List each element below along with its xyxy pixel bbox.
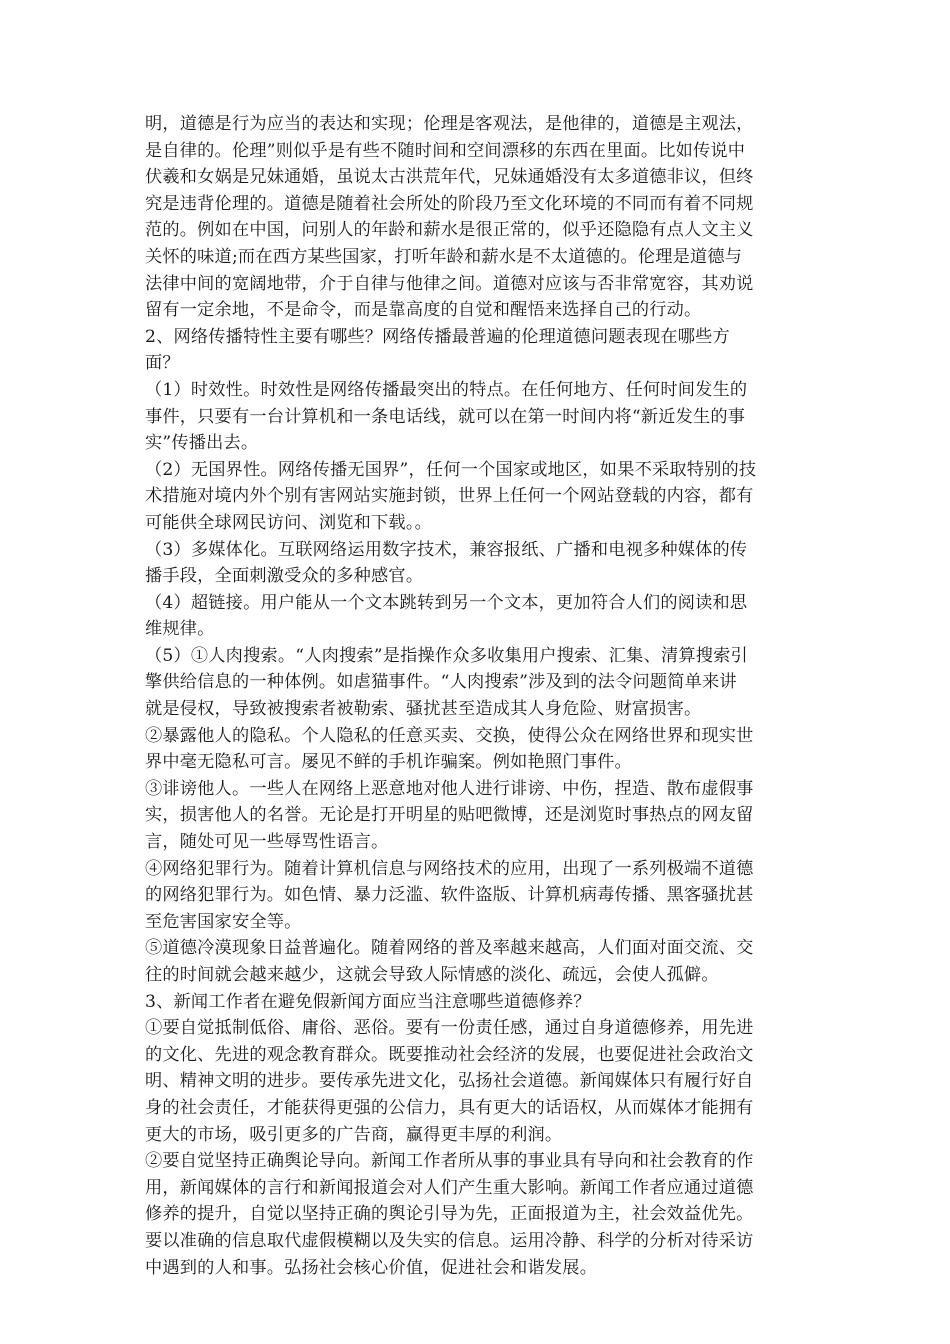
text-line: 实，损害他人的名誉。无论是打开明星的贴吧微博，还是浏览时事热点的网友留	[145, 805, 754, 826]
text-line: 要以准确的信息取代虚假模糊以及失实的信息。运用冷静、科学的分析对待采访	[145, 1230, 754, 1251]
text-line: ①要自觉抵制低俗、庸俗、恶俗。要有一份责任感，通过自身道德修养，用先进	[145, 1018, 754, 1039]
text-line: 的文化、先进的观念教育群众。既要推动社会经济的发展，也要促进社会政治文	[145, 1044, 754, 1065]
text-line: 中遇到的人和事。弘扬社会核心价值，促进社会和谐发展。	[145, 1257, 598, 1278]
text-line: 修养的提升，自觉以坚持正确的舆论引导为先，正面报道为主，社会效益优先。	[145, 1204, 754, 1225]
question-heading: 3、新闻工作者在避免假新闻方面应当注意哪些道德修养？	[145, 991, 591, 1012]
text-line: 明、精神文明的进步。要传承先进文化，弘扬社会道德。新闻媒体只有履行好自	[145, 1071, 754, 1092]
text-line: ③诽谤他人。一些人在网络上恶意地对他人进行诽谤、中伤，捏造、散布虚假事	[145, 778, 754, 799]
text-line: 范的。例如在中国，问别人的年龄和薪水是很正常的，似乎还隐隐有点人文主义	[145, 220, 754, 241]
question-heading: 面？	[145, 353, 180, 374]
text-line: 就是侵权，导致被搜索者被勒索、骚扰甚至造成其人身危险、财富损害。	[145, 699, 702, 720]
text-line: ②要自觉坚持正确舆论导向。新闻工作者所从事的事业具有导向和社会教育的作	[145, 1151, 754, 1172]
text-line: （4）超链接。用户能从一个文本跳转到另一个文本，更加符合人们的阅读和思	[145, 592, 748, 613]
text-line: 是自律的。伦理”则似乎是有些不随时间和空间漂移的东西在里面。比如传说中	[145, 140, 746, 161]
text-line: 的网络犯罪行为。如色情、暴力泛滥、软件盗版、计算机病毒传播、黑客骚扰甚	[145, 885, 754, 906]
text-line: ⑤道德冷漠现象日益普遍化。随着网络的普及率越来越高，人们面对面交流、交	[145, 938, 754, 959]
text-line: （5）①人肉搜索。“人肉搜索”是指操作众多收集用户搜索、汇集、清算搜索引	[145, 645, 748, 666]
text-line: 可能供全球网民访问、浏览和下载。。	[145, 512, 432, 533]
text-line: 事件，只要有一台计算机和一条电话线，就可以在第一时间内将“新近发生的事	[145, 406, 746, 427]
text-line: 更大的市场，吸引更多的广告商，赢得更丰厚的利润。	[145, 1124, 563, 1145]
text-line: 往的时间就会越来越少，这就会导致人际情感的淡化、疏远，会使人孤僻。	[145, 965, 719, 985]
text-line: 用，新闻媒体的言行和新闻报道会对人们产生重大影响。新闻工作者应通过道德	[145, 1177, 754, 1198]
text-line: 留有一定余地，不是命令，而是靠高度的自觉和醒悟来选择自己的行动。	[145, 300, 702, 321]
text-line: 界中毫无隐私可言。屡见不鲜的手机诈骗案。例如艳照门事件。	[145, 752, 632, 773]
text-line: 至危害国家安全等。	[145, 911, 302, 932]
text-line: 擎供给信息的一种体例。如虐猫事件。“人肉搜索”涉及到的法令问题简单来讲	[145, 672, 737, 693]
text-line: 术措施对境内外个别有害网站实施封锁，世界上任何一个网站登载的内容，都有	[145, 486, 754, 507]
text-line: 言，随处可见一些辱骂性语言。	[145, 832, 389, 853]
question-heading: 2、网络传播特性主要有哪些？网络传播最普遍的伦理道德问题表现在哪些方	[145, 326, 730, 347]
text-line: 明，道德是行为应当的表达和实现；伦理是客观法，是他律的，道德是主观法，	[145, 114, 754, 134]
text-line: 维规律。	[145, 619, 215, 640]
text-line: 身的社会责任，才能获得更强的公信力，具有更大的话语权，从而媒体才能拥有	[145, 1097, 754, 1118]
text-line: （1）时效性。时效性是网络传播最突出的特点。在任何地方、任何时间发生的	[145, 379, 748, 400]
text-line: 关怀的味道;而在西方某些国家，打听年龄和薪水是不太道德的。伦理是道德与	[145, 246, 743, 267]
text-line: 播手段，全面刺激受众的多种感官。	[145, 566, 424, 587]
text-line: 实”传播出去。	[145, 433, 259, 454]
document-body	[145, 111, 810, 1281]
text-line: 伏羲和女娲是兄妹通婚，虽说太古洪荒年代，兄妹通婚没有太多道德非议，但终	[145, 167, 754, 188]
text-line: ④网络犯罪行为。随着计算机信息与网络技术的应用，出现了一系列极端不道德	[145, 858, 754, 879]
text-line: 究是违背伦理的。道德是随着社会所处的阶段乃至文化环境的不同而有着不同规	[145, 193, 754, 214]
text-line: （2）无国界性。网络传播无国界”，任何一个国家或地区，如果不采取特别的技	[145, 459, 757, 480]
text-line: （3）多媒体化。互联网络运用数字技术，兼容报纸、广播和电视多种媒体的传	[145, 539, 748, 560]
text-line: 法律中间的宽阔地带，介于自律与他律之间。道德对应该与否非常宽容，其劝说	[145, 273, 754, 294]
text-line: ②暴露他人的隐私。个人隐私的任意买卖、交换，使得公众在网络世界和现实世	[145, 725, 754, 746]
